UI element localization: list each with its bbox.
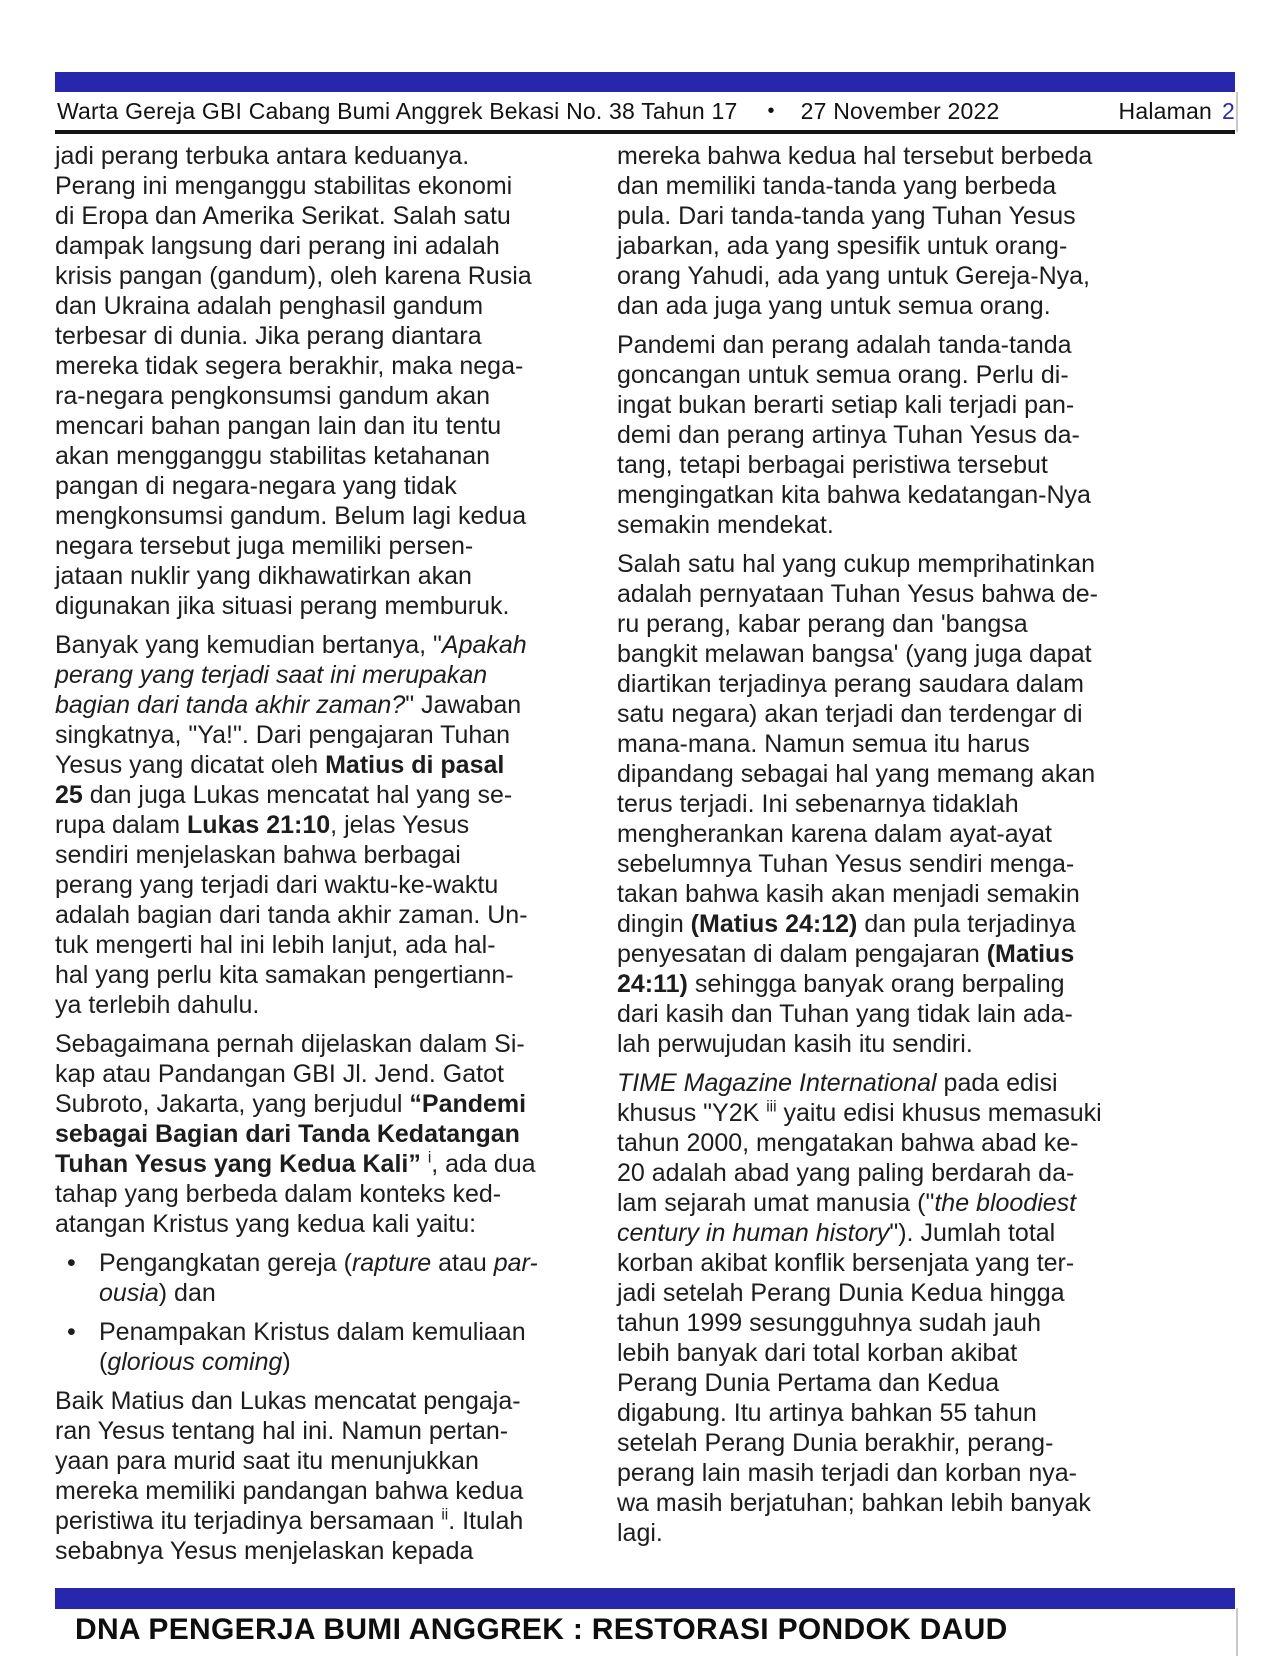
text-run: atau bbox=[431, 1249, 494, 1277]
text-run: 20 adalah abad yang paling berdarah da- bbox=[617, 1159, 1075, 1187]
text-run: yaitu edisi khusus memasuki bbox=[776, 1099, 1102, 1127]
text-run: ) bbox=[282, 1348, 291, 1376]
text-run: ) dan bbox=[158, 1279, 216, 1307]
paragraph bbox=[55, 1029, 589, 1239]
text-run: terus terjadi. Ini sebenarnya tidaklah bbox=[617, 790, 1019, 818]
text-run: "). Jumlah total bbox=[889, 1219, 1056, 1247]
issue-date: 27 November 2022 bbox=[800, 97, 1000, 124]
text-run: semakin mendekat. bbox=[617, 511, 834, 539]
text-run: tahun 2000, mengatakan bahwa abad ke- bbox=[617, 1129, 1079, 1157]
text-run: tang, tetapi berbagai peristiwa tersebut bbox=[617, 451, 1048, 479]
endnote-marker: iii bbox=[766, 1098, 777, 1116]
text-run: terbesar di dunia. Jika perang diantara bbox=[55, 322, 482, 350]
text-run: Pandemi dan perang adalah tanda-tanda bbox=[617, 331, 1072, 359]
text-run: perang yang terjadi saat ini merupakan bbox=[55, 661, 488, 689]
bullet-item bbox=[55, 1317, 589, 1377]
text-run: negara tersebut juga memiliki persen- bbox=[55, 532, 474, 560]
text-run: century in human history bbox=[617, 1219, 890, 1247]
text-run: perang yang terjadi dari waktu-ke-waktu bbox=[55, 871, 499, 899]
text-run: setelah Perang Dunia berakhir, perang- bbox=[617, 1429, 1054, 1457]
text-run: lah perwujudan kasih itu sendiri. bbox=[617, 1030, 973, 1058]
text-run: mengkonsumsi gandum. Belum lagi kedua bbox=[55, 502, 527, 530]
newsletter-header bbox=[57, 94, 1235, 128]
text-run: adalah pernyataan Tuhan Yesus bahwa de- bbox=[617, 580, 1098, 608]
text-run: Salah satu hal yang cukup memprihatinkan bbox=[617, 550, 1096, 578]
text-run: mengingatkan kita bahwa kedatangan-Nya bbox=[617, 481, 1091, 509]
text-run: ( bbox=[99, 1348, 108, 1376]
text-run: korban akibat konflik bersenjata yang ter- bbox=[617, 1249, 1075, 1277]
text-run: Lukas 21:10 bbox=[187, 811, 331, 839]
text-run: sebelumnya Tuhan Yesus sendiri menga- bbox=[617, 850, 1075, 878]
text-run: Pengangkatan gereja ( bbox=[99, 1249, 352, 1277]
text-run: 25 bbox=[55, 781, 83, 809]
text-run: mengherankan karena dalam ayat-ayat bbox=[617, 820, 1052, 848]
text-run: digunakan jika situasi perang memburuk. bbox=[55, 592, 510, 620]
text-run: kap atau Pandangan GBI Jl. Jend. Gatot bbox=[55, 1060, 504, 1088]
text-run: mencari bahan pangan lain dan itu tentu bbox=[55, 412, 502, 440]
text-run: sebabnya Yesus menjelaskan kepada bbox=[55, 1537, 474, 1565]
text-run: perang lain masih terjadi dan korban nya- bbox=[617, 1459, 1077, 1487]
text-run: singkatnya, "Ya!". Dari pengajaran Tuhan bbox=[55, 721, 511, 749]
text-run: rapture bbox=[351, 1249, 432, 1277]
text-run: Apakah bbox=[441, 631, 527, 659]
text-run: ra-negara pengkonsumsi gandum akan bbox=[55, 382, 490, 410]
footer-accent-bar bbox=[55, 1588, 1235, 1609]
text-run: dari kasih dan Tuhan yang tidak lain ada- bbox=[617, 1000, 1073, 1028]
text-run: , ada dua bbox=[431, 1150, 536, 1178]
endnote-marker: i bbox=[427, 1149, 432, 1167]
page-label: Halaman bbox=[1118, 97, 1212, 124]
text-run: ru perang, kabar perang dan 'bangsa bbox=[617, 610, 1028, 638]
bullet-icon: • bbox=[67, 1249, 76, 1277]
text-run: ran Yesus tentang hal ini. Namun pertan- bbox=[55, 1417, 509, 1445]
text-run: di Eropa dan Amerika Serikat. Salah satu bbox=[55, 202, 511, 230]
text-run: jabarkan, ada yang spesifik untuk orang- bbox=[617, 232, 1068, 260]
paragraph bbox=[617, 141, 1235, 321]
paragraph bbox=[617, 549, 1235, 1059]
text-run: mereka bahwa kedua hal tersebut berbeda bbox=[617, 142, 1093, 170]
text-run: demi dan perang artinya Tuhan Yesus da- bbox=[617, 421, 1080, 449]
text-run: Subroto, Jakarta, yang berjudul bbox=[55, 1090, 410, 1118]
text-run: tuk mengerti hal ini lebih lanjut, ada hal- bbox=[55, 931, 496, 959]
bullet-item bbox=[55, 1248, 589, 1308]
text-run: lebih banyak dari total korban akibat bbox=[617, 1339, 1018, 1367]
bullet-icon: • bbox=[67, 1318, 76, 1346]
footer-slogan: DNA PENGERJA BUMI ANGGREK : RESTORASI PONDOK DAUD bbox=[75, 1613, 1008, 1646]
text-run: jadi setelah Perang Dunia Kedua hingga bbox=[617, 1279, 1065, 1307]
text-run: takan bahwa kasih akan menjadi semakin bbox=[617, 880, 1080, 908]
bullet-text bbox=[99, 1248, 589, 1308]
text-run: diartikan terjadinya perang saudara dalam bbox=[617, 670, 1084, 698]
text-run: digabung. Itu artinya bahkan 55 tahun bbox=[617, 1399, 1037, 1427]
text-run: orang Yahudi, ada yang untuk Gereja-Nya, bbox=[617, 262, 1090, 290]
page-edge-line-bottom bbox=[1236, 1608, 1238, 1656]
text-run: atangan Kristus yang kedua kali yaitu: bbox=[55, 1210, 477, 1238]
text-run: mereka tidak segera berakhir, maka nega- bbox=[55, 352, 524, 380]
paragraph bbox=[55, 1386, 589, 1566]
text-run: sendiri menjelaskan bahwa berbagai bbox=[55, 841, 461, 869]
text-run: Yesus yang dicatat oleh bbox=[55, 751, 326, 779]
text-run: tahun 1999 sesungguhnya sudah jauh bbox=[617, 1309, 1041, 1337]
text-run: (Matius bbox=[986, 940, 1075, 968]
text-run: lam sejarah umat manusia (" bbox=[617, 1189, 935, 1217]
text-run: , jelas Yesus bbox=[330, 811, 470, 839]
header-rule bbox=[55, 130, 1235, 134]
text-run: Perang ini menganggu stabilitas ekonomi bbox=[55, 172, 513, 200]
left-column bbox=[55, 141, 589, 1566]
text-run: peristiwa itu terjadinya bersamaan bbox=[55, 1507, 442, 1535]
text-run: satu negara) akan terjadi dan terdengar di bbox=[617, 700, 1083, 728]
text-run: dan pula terjadinya bbox=[857, 910, 1076, 938]
text-run: tahap yang berbeda dalam konteks ked- bbox=[55, 1180, 502, 1208]
text-run: Baik Matius dan Lukas mencatat pengaja- bbox=[55, 1387, 521, 1415]
text-run bbox=[421, 1150, 428, 1178]
text-run: rupa dalam bbox=[55, 811, 188, 839]
text-run: TIME Magazine International bbox=[617, 1069, 937, 1097]
text-run: yaan para murid saat itu menunjukkan bbox=[55, 1447, 479, 1475]
text-run: bangkit melawan bangsa' (yang juga dapat bbox=[617, 640, 1092, 668]
text-run: adalah bagian dari tanda akhir zaman. Un- bbox=[55, 901, 528, 929]
text-run: Banyak yang kemudian bertanya, " bbox=[55, 631, 442, 659]
text-run: dampak langsung dari perang ini adalah bbox=[55, 232, 500, 260]
text-run: 24:11) bbox=[617, 970, 688, 998]
text-run: (Matius 24:12) bbox=[690, 910, 858, 938]
text-run: khusus "Y2K bbox=[617, 1099, 767, 1127]
text-run: jadi perang terbuka antara keduanya. bbox=[55, 142, 470, 170]
text-run: ya terlebih dahulu. bbox=[55, 991, 260, 1019]
text-run: pula. Dari tanda-tanda yang Tuhan Yesus bbox=[617, 202, 1076, 230]
text-run: dan Ukraina adalah penghasil gandum bbox=[55, 292, 484, 320]
paragraph bbox=[617, 330, 1235, 540]
text-run: mana-mana. Namun semua itu harus bbox=[617, 730, 1030, 758]
text-run: glorious coming bbox=[107, 1348, 283, 1376]
endnote-marker: ii bbox=[441, 1506, 449, 1524]
paragraph bbox=[55, 141, 589, 621]
text-run: . Itulah bbox=[448, 1507, 524, 1535]
text-run: dan juga Lukas mencatat hal yang se- bbox=[82, 781, 513, 809]
text-run: Sebagaimana pernah dijelaskan dalam Si- bbox=[55, 1030, 525, 1058]
paragraph bbox=[55, 630, 589, 1020]
text-run: ingat bukan berarti setiap kali terjadi pan- bbox=[617, 391, 1075, 419]
text-run: sebagai Bagian dari Tanda Kedatangan bbox=[55, 1120, 520, 1148]
text-run: mereka memiliki pandangan bahwa kedua bbox=[55, 1477, 524, 1505]
text-run: akan mengganggu stabilitas ketahanan bbox=[55, 442, 491, 470]
text-run: dipandang sebagai hal yang memang akan bbox=[617, 760, 1096, 788]
text-run: Tuhan Yesus yang Kedua Kali” bbox=[55, 1150, 421, 1178]
bullet-text bbox=[99, 1317, 589, 1377]
text-run: hal yang perlu kita samakan pengertiann- bbox=[55, 961, 514, 989]
text-run: pada edisi bbox=[936, 1069, 1058, 1097]
text-run: dan memiliki tanda-tanda yang berbeda bbox=[617, 172, 1057, 200]
text-run: pangan di negara-negara yang tidak bbox=[55, 472, 457, 500]
text-run: ousia bbox=[99, 1279, 159, 1307]
text-run: krisis pangan (gandum), oleh karena Rusia bbox=[55, 262, 532, 290]
text-run: penyesatan di dalam pengajaran bbox=[617, 940, 987, 968]
text-run: the bloodiest bbox=[934, 1189, 1077, 1217]
text-run: goncangan untuk semua orang. Perlu di- bbox=[617, 361, 1069, 389]
page-number: 2 bbox=[1222, 97, 1235, 124]
text-run: Penampakan Kristus dalam kemuliaan bbox=[99, 1318, 526, 1346]
text-run: “Pandemi bbox=[409, 1090, 527, 1118]
text-run: lagi. bbox=[617, 1519, 663, 1547]
paragraph bbox=[617, 1068, 1235, 1548]
header-accent-bar bbox=[55, 72, 1235, 92]
newsletter-title: Warta Gereja GBI Cabang Bumi Anggrek Bekasi No. 38 Tahun 17 bbox=[57, 97, 738, 124]
article-body bbox=[55, 141, 1235, 1566]
text-run: par- bbox=[493, 1249, 538, 1277]
text-run: bagian dari tanda akhir zaman? bbox=[55, 691, 406, 719]
text-run: sehingga banyak orang berpaling bbox=[687, 970, 1065, 998]
text-run: Perang Dunia Pertama dan Kedua bbox=[617, 1369, 1000, 1397]
text-run: dingin bbox=[617, 910, 691, 938]
bullet-separator-icon: • bbox=[767, 99, 775, 122]
page-edge-line-top bbox=[1236, 92, 1238, 132]
text-run: " Jawaban bbox=[405, 691, 522, 719]
text-run: dan ada juga yang untuk semua orang. bbox=[617, 292, 1051, 320]
text-run: Matius di pasal bbox=[325, 751, 505, 779]
right-column bbox=[617, 141, 1235, 1566]
text-run: wa masih berjatuhan; bahkan lebih banyak bbox=[617, 1489, 1091, 1517]
text-run: jataan nuklir yang dikhawatirkan akan bbox=[55, 562, 472, 590]
